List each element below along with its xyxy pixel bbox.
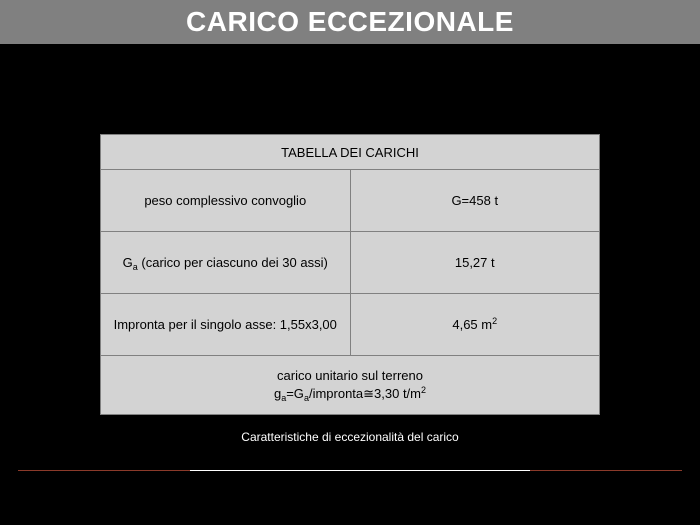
unit-load-g: g (273, 386, 282, 401)
unit-load-eq-g: =G (286, 386, 304, 401)
row-label-axle-load (101, 232, 351, 294)
table-header-row (101, 135, 600, 170)
row-label-axle-load-prefix: G (122, 255, 133, 270)
divider-right (530, 470, 682, 471)
page-title: CARICO ECCEZIONALE (186, 6, 514, 37)
table-title-cell: TABELLA DEI CARICHI (101, 135, 600, 170)
row-label-footprint: Impronta per il singolo asse: 1,55x3,00 (101, 294, 351, 356)
table-row (101, 170, 600, 232)
table-row (101, 294, 600, 356)
unit-load-g-subscript: a (281, 393, 287, 403)
loads-table (100, 134, 600, 415)
table-footer-row (101, 356, 600, 415)
divider-center (190, 470, 530, 471)
table-row (101, 232, 600, 294)
unit-load-eq-g-subscript: a (303, 393, 309, 403)
unit-load-line-2 (102, 385, 598, 403)
row-value-axle-load: 15,27 t (350, 232, 600, 294)
slide-caption: Caratteristiche di eccezionalità del carico (241, 430, 459, 444)
row-label-total-weight: peso complessivo convoglio (101, 170, 351, 232)
divider-left (18, 470, 190, 471)
row-label-axle-load-suffix: (carico per ciascuno dei 30 assi) (137, 255, 328, 270)
row-label-axle-load-subscript: a (132, 262, 138, 272)
unit-load-exponent: 2 (421, 385, 427, 395)
row-unit-load (101, 356, 600, 415)
row-value-footprint-number: 4,65 m (452, 317, 493, 332)
title-bar (0, 0, 700, 44)
unit-load-line-1: carico unitario sul terreno (277, 368, 423, 384)
row-value-total-weight: G=458 t (350, 170, 600, 232)
unit-load-rest: /impronta≅3,30 t/m (308, 386, 422, 401)
row-value-footprint (350, 294, 600, 356)
loads-table-container (100, 134, 600, 415)
row-value-footprint-exponent: 2 (492, 316, 498, 326)
